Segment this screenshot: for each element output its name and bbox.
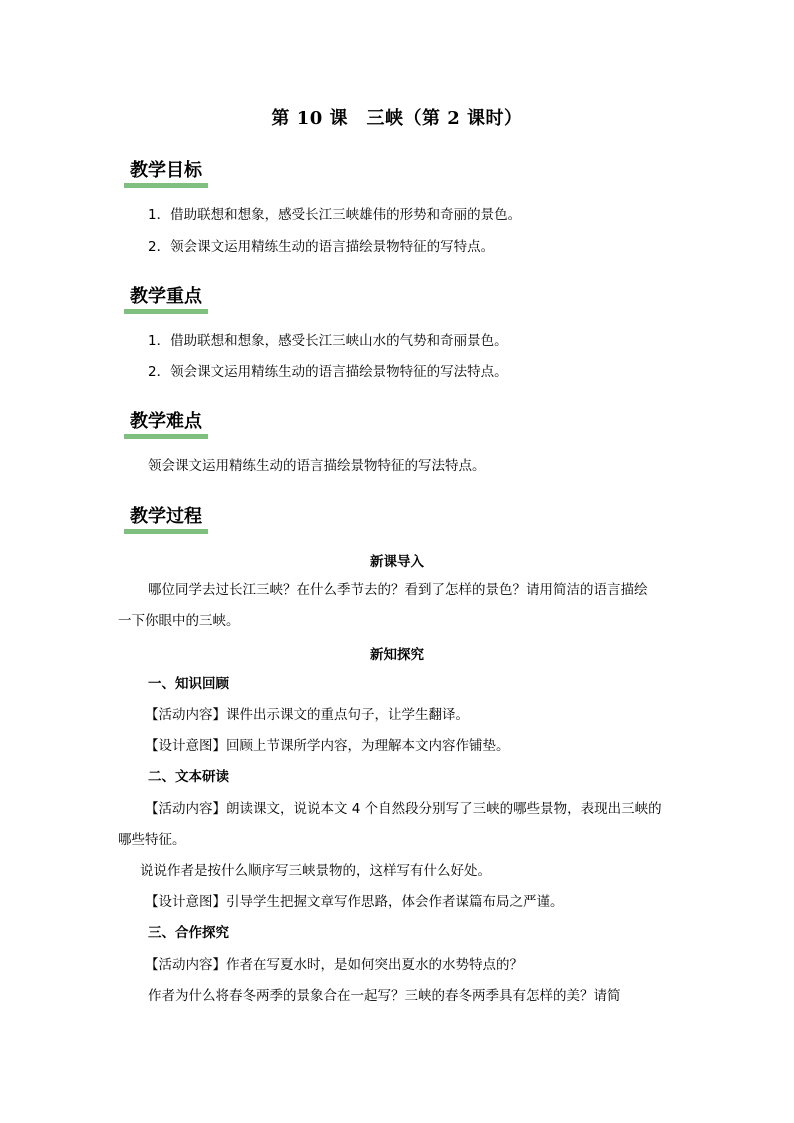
goal-item-1: 1．借助联想和想象，感受长江三峡雄伟的形势和奇丽的景色。 [148, 207, 522, 223]
part1-intent: 【设计意图】回顾上节课所学内容，为理解本文内容作铺垫。 [145, 738, 510, 754]
explore-title: 新知探究 [370, 647, 424, 663]
section-heading-process-text: 教学过程 [130, 506, 202, 527]
section-heading-process [124, 506, 208, 531]
goal-item-2: 2．领会课文运用精练生动的语言描绘景物特征的写特点。 [148, 239, 495, 255]
section-heading-goals [124, 160, 208, 185]
section-heading-focus [124, 286, 208, 311]
part2-intent: 【设计意图】引导学生把握文章写作思路，体会作者谋篇布局之严谨。 [145, 894, 564, 910]
part1-title: 一、知识回顾 [148, 676, 229, 692]
part1-activity: 【活动内容】课件出示课文的重点句子，让学生翻译。 [145, 707, 469, 723]
heading-underline [124, 309, 208, 314]
intro-paragraph-line-2: 一下你眼中的三峡。 [118, 613, 240, 629]
difficulty-text: 领会课文运用精练生动的语言描绘景物特征的写法特点。 [148, 458, 486, 474]
part2-activity-line-1: 【活动内容】朗读课文，说说本文 4 个自然段分别写了三峡的哪些景物，表现出三峡的 [145, 801, 662, 817]
part3-question: 作者为什么将春冬两季的景象合在一起写？三峡的春冬两季具有怎样的美？请简 [148, 988, 621, 1004]
focus-item-2: 2．领会课文运用精练生动的语言描绘景物特征的写法特点。 [148, 364, 508, 380]
part3-title: 三、合作探究 [148, 925, 229, 941]
heading-underline [124, 183, 208, 188]
part2-question: 说说作者是按什么顺序写三峡景物的，这样写有什么好处。 [140, 863, 491, 879]
section-heading-difficulty [124, 411, 208, 436]
section-heading-difficulty-text: 教学难点 [130, 411, 202, 432]
intro-title: 新课导入 [370, 554, 424, 570]
part2-activity-line-2: 哪些特征。 [118, 832, 186, 848]
intro-paragraph-line-1: 哪位同学去过长江三峡？在什么季节去的？看到了怎样的景色？请用简洁的语言描绘 [148, 582, 648, 598]
heading-underline [124, 434, 208, 439]
section-heading-goals-text: 教学目标 [130, 160, 202, 181]
heading-underline [124, 529, 208, 534]
focus-item-1: 1．借助联想和想象，感受长江三峡山水的气势和奇丽景色。 [148, 333, 508, 349]
section-heading-focus-text: 教学重点 [130, 286, 202, 307]
part2-title: 二、文本研读 [148, 769, 229, 785]
lesson-title: 第 10 课 三峡（第 2 课时） [271, 108, 523, 129]
part3-activity: 【活动内容】作者在写夏水时，是如何突出夏水的水势特点的？ [145, 957, 523, 973]
